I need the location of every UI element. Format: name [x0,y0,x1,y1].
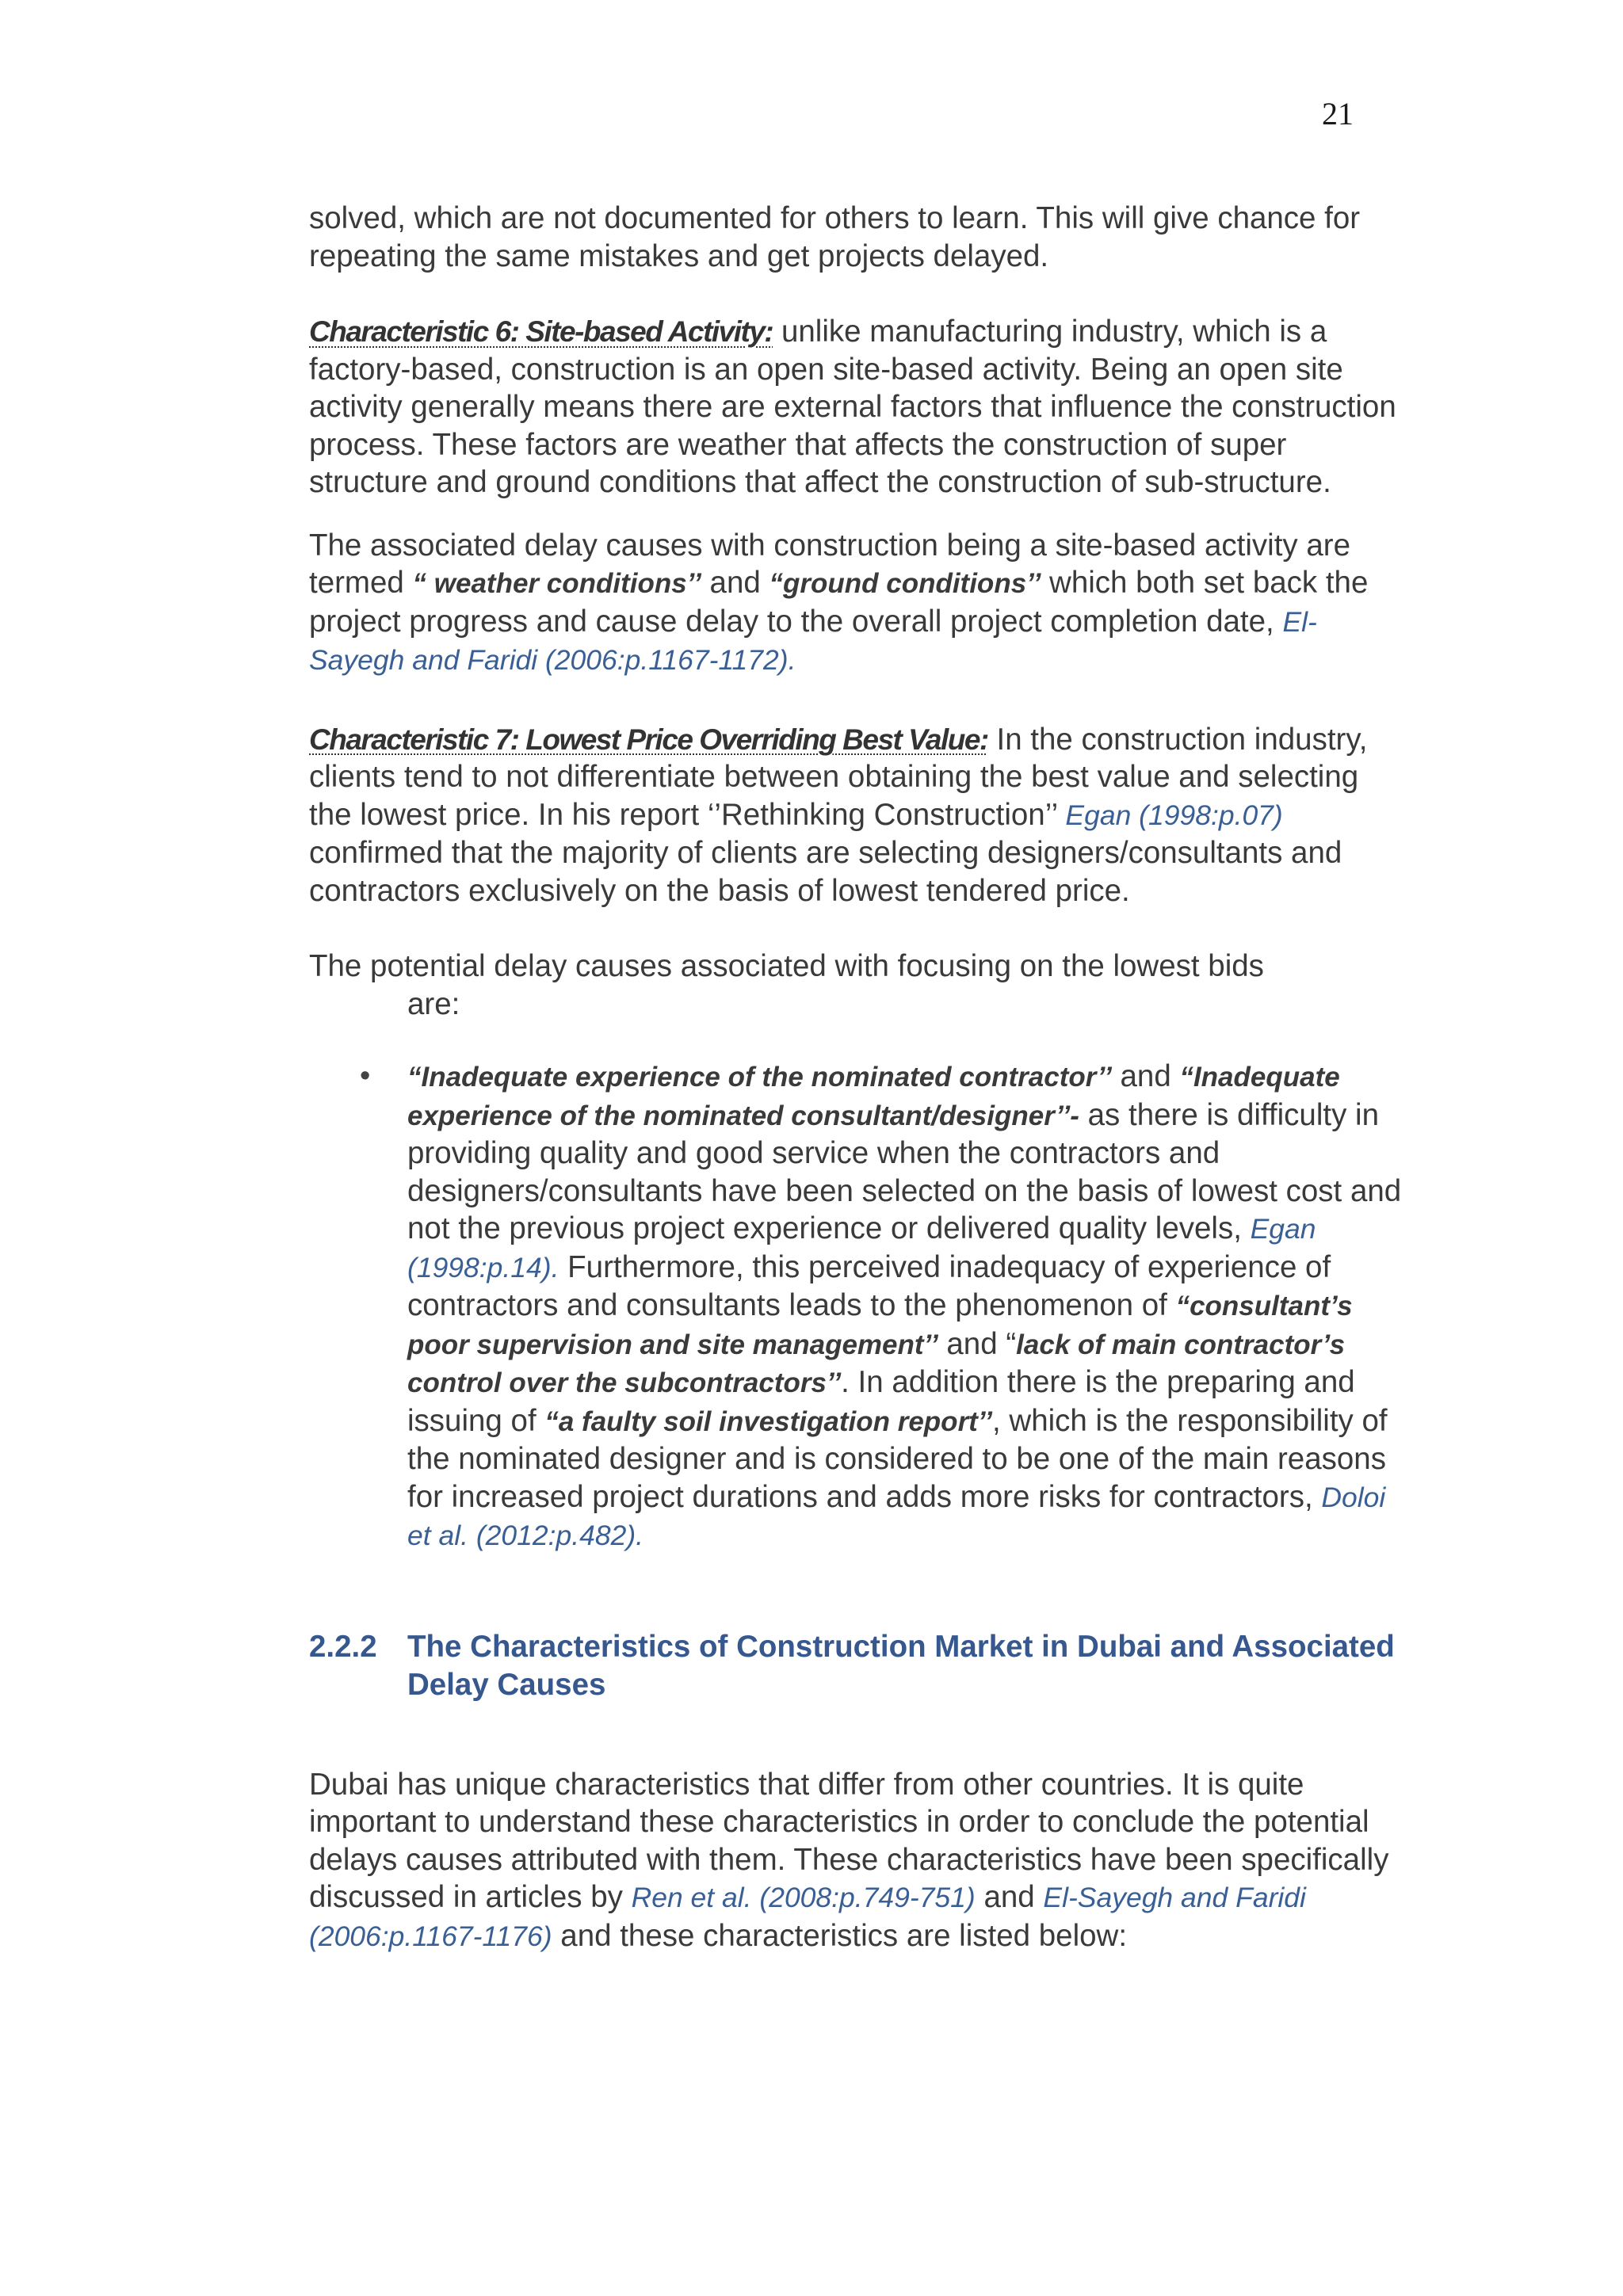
term-ground-conditions: “ground conditions’’ [769,568,1041,599]
text-run: , which is the responsibility of the nominated designer and is considered to be one of the main reasons for increased project durations and adds more risks for contractors, [407,1403,1388,1514]
citation-ren-2008: Ren et al. (2008:p.749-751) [631,1882,976,1913]
text-run: and [975,1880,1044,1914]
citation-egan-1998-p07: Egan (1998:p.07) [1065,799,1283,831]
paragraph-characteristic-7 [309,721,1403,910]
characteristic-6-body: unlike manufacturing industry, which is a factory-based, construction is an open site-based activity. Being an open site activity generally means there are external factors that influence the construction process. These factors are weather that affects the construction of super structure and ground conditions that affect the construction of sub-structure. [309,315,1396,499]
characteristic-6-title: Characteristic 6: Site-based Activity: [309,315,773,348]
term-inadequate-consultant: “Inadequate experience of the nominated consultant/designer’’- [407,1062,1340,1131]
page-number: 21 [1322,96,1354,132]
potential-line-1: The potential delay causes associated with focusing on the lowest bids [309,949,1264,983]
bullet-text [407,1058,1403,1555]
text-run: and [701,566,769,600]
citation-el-sayegh-faridi-2: El-Sayegh and Faridi (2006:p.1167-1176) [309,1882,1306,1952]
text-run: Dubai has unique characteristics that differ from other countries. It is quite important to understand these characteristics in order to conclude the potential delays causes attributed with them. These characteristics have been specifically discussed in articles by [309,1767,1389,1914]
text-run: and [1111,1059,1180,1093]
paragraph-site-delay-causes [309,527,1403,680]
paragraph-potential-delays [309,948,1403,1023]
text-run: The associated delay causes with construction being a site-based activity are termed [309,528,1350,600]
bullet-icon: • [360,1059,371,1093]
potential-line-2: are: [407,986,460,1021]
text-run: and these characteristics are listed below: [552,1918,1128,1953]
characteristic-7-title: Characteristic 7: Lowest Price Overriding Best Value: [309,723,988,756]
text-run: In the construction industry, clients tend to not differentiate between obtaining the best value and selecting the lowest price. In his report ‘’Rethinking Construction’’ [309,722,1368,832]
text-run: . In addition there is the preparing and issuing of [407,1365,1355,1438]
text-run: Furthermore, this perceived inadequacy of experience of contractors and consultants leads to the phenomenon of [407,1249,1331,1322]
bullet-item [309,1058,1403,1555]
citation-el-sayegh-faridi: El-Sayegh and Faridi (2006:p.1167-1172). [309,605,1317,676]
text-run: as there is difficulty in providing quality and good service when the contractors and designers/consultants have been selected on the basis of lowest cost and not the previous project experience or delivered quality levels, [407,1097,1402,1245]
section-number: 2.2.2 [309,1629,377,1664]
term-lack-of-control: lack of main contractor’s control over the subcontractors’’ [407,1329,1346,1398]
paragraph-characteristic-6 [309,313,1403,502]
section-heading [309,1628,1403,1704]
term-weather-conditions: “ weather conditions’’ [412,568,701,599]
document-body [309,200,1403,1955]
term-faulty-soil-report: “a faulty soil investigation report’’ [544,1405,992,1437]
paragraph-continuation: solved, which are not documented for others to learn. This will give chance for repeating the same mistakes and get projects delayed. [309,201,1361,273]
citation-egan-1998-p14: Egan (1998:p.14). [407,1213,1316,1283]
paragraph-dubai [309,1766,1403,1956]
section-title: The Characteristics of Construction Market in Dubai and Associated Delay Causes [407,1629,1395,1702]
text-run: confirmed that the majority of clients are selecting designers/consultants and contractors exclusively on the basis of lowest tendered price. [309,836,1342,908]
text-run: and “ [938,1326,1017,1361]
term-inadequate-contractor: “Inadequate experience of the nominated contractor’’ [407,1062,1112,1093]
term-poor-supervision: “consultant’s poor supervision and site management’’ [407,1291,1353,1360]
citation-doloi-2012: Doloi et al. (2012:p.482). [407,1481,1386,1551]
text-run: which both set back the project progress and cause delay to the overall project completion date, [309,566,1369,639]
